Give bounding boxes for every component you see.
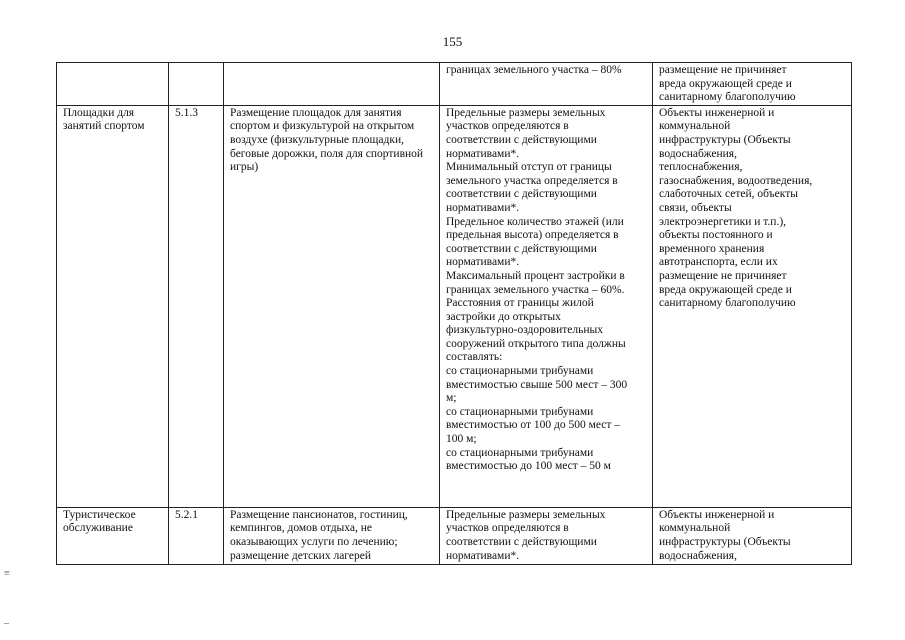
cell-line: составлять: <box>446 351 503 364</box>
cell-line: застройки до открытых <box>446 310 561 323</box>
cell-line: вреда окружающей среде и <box>659 283 792 296</box>
cell-line: нормативами*. <box>446 147 520 160</box>
cell-line: Объекты инженерной и <box>659 106 775 119</box>
params-cell <box>440 63 653 106</box>
cell-line: инфраструктуры (Объекты <box>659 133 791 146</box>
cell-line: соответствии с действующими <box>446 535 597 548</box>
cell-line: 100 м; <box>446 433 477 446</box>
table-row <box>57 63 852 106</box>
cell-line: предельная высота) определяется в <box>446 229 619 242</box>
cell-line: Максимальный процент застройки в <box>446 269 625 282</box>
cell-line: нормативами*. <box>446 256 520 269</box>
objects-cell <box>653 507 852 564</box>
cell-line: слаботочных сетей, объекты <box>659 188 798 201</box>
cell-line: теплоснабжения, <box>659 161 743 174</box>
use-name-cell: Площадки для занятий спортом <box>57 105 169 507</box>
cell-line: границах земельного участка – 80% <box>446 64 622 76</box>
cell-line: со стационарными трибунами <box>446 446 594 459</box>
cell-line: соответствии с действующими <box>446 188 597 201</box>
cell-line: нормативами*. <box>446 201 520 214</box>
cell-line: Объекты инженерной и <box>659 508 775 521</box>
cell-line: размещение не причиняет <box>659 269 787 282</box>
cell-line: временного хранения <box>659 242 765 255</box>
params-cell <box>440 105 653 507</box>
cell-line: коммунальной <box>659 120 731 133</box>
cell-line: м; <box>446 392 457 405</box>
cell-line: водоснабжения, <box>659 147 737 160</box>
zoning-table <box>56 62 852 565</box>
cell-line: Расстояния от границы жилой <box>446 297 594 310</box>
cell-line: физкультурно-оздоровительных <box>446 324 603 337</box>
cell-line: связи, объекты <box>659 201 732 214</box>
cell-line: земельного участка определяется в <box>446 174 618 187</box>
objects-cell <box>653 63 852 106</box>
cell-line: санитарному благополучию <box>659 91 796 104</box>
cell-line: вместимостью до 100 мест – 50 м <box>446 460 611 473</box>
cell-line: автотранспорта, если их <box>659 256 778 269</box>
cell-line: соответствии с действующими <box>446 133 597 146</box>
cell-line: санитарному благополучию <box>659 297 796 310</box>
margin-mark: ≡ <box>4 568 10 579</box>
cell-line: участков определяются в <box>446 120 569 133</box>
use-code-cell: 5.1.3 <box>169 105 224 507</box>
cell-line: Предельное количество этажей (или <box>446 215 624 228</box>
use-description-cell: Размещение пансионатов, гостиниц, кемпингов, домов отдыха, не оказывающих услуги по лечению; размещение детских лагерей <box>224 507 440 564</box>
use-name-cell: Туристическое обслуживание <box>57 507 169 564</box>
table-row <box>57 105 852 507</box>
cell-line: Предельные размеры земельных <box>446 106 606 119</box>
use-code-cell <box>169 63 224 106</box>
use-name-cell <box>57 63 169 106</box>
cell-line: Предельные размеры земельных <box>446 508 606 521</box>
cell-line: инфраструктуры (Объекты <box>659 535 791 548</box>
cell-line: объекты постоянного и <box>659 229 773 242</box>
cell-line: водоснабжения, <box>659 549 737 562</box>
cell-line: вместимостью свыше 500 мест – 300 <box>446 378 628 391</box>
cell-line: участков определяются в <box>446 522 569 535</box>
cell-line: сооружений открытого типа должны <box>446 337 626 350</box>
cell-line: со стационарными трибунами <box>446 365 594 378</box>
cell-line: границах земельного участка – 60%. <box>446 283 625 296</box>
cell-line: коммунальной <box>659 522 731 535</box>
cell-line: нормативами*. <box>446 549 520 562</box>
cell-line: Минимальный отступ от границы <box>446 161 612 174</box>
objects-cell <box>653 105 852 507</box>
use-code-cell: 5.2.1 <box>169 507 224 564</box>
params-cell <box>440 507 653 564</box>
margin-mark: – <box>4 618 9 629</box>
cell-line: газоснабжения, водоотведения, <box>659 174 813 187</box>
cell-line: электроэнергетики и т.п.), <box>659 215 787 228</box>
page-number: 155 <box>442 34 463 49</box>
cell-line: со стационарными трибунами <box>446 405 594 418</box>
cell-line: вреда окружающей среде и <box>659 77 792 90</box>
use-description-cell <box>224 63 440 106</box>
use-description-cell: Размещение площадок для занятия спортом и физкультурой на открытом воздухе (физкультурные площадки, беговые дорожки, поля для спортивной игры) <box>224 105 440 507</box>
cell-line: соответствии с действующими <box>446 242 597 255</box>
cell-line: вместимостью от 100 до 500 мест – <box>446 419 620 432</box>
cell-line: размещение не причиняет <box>659 64 787 76</box>
table-row <box>57 507 852 564</box>
